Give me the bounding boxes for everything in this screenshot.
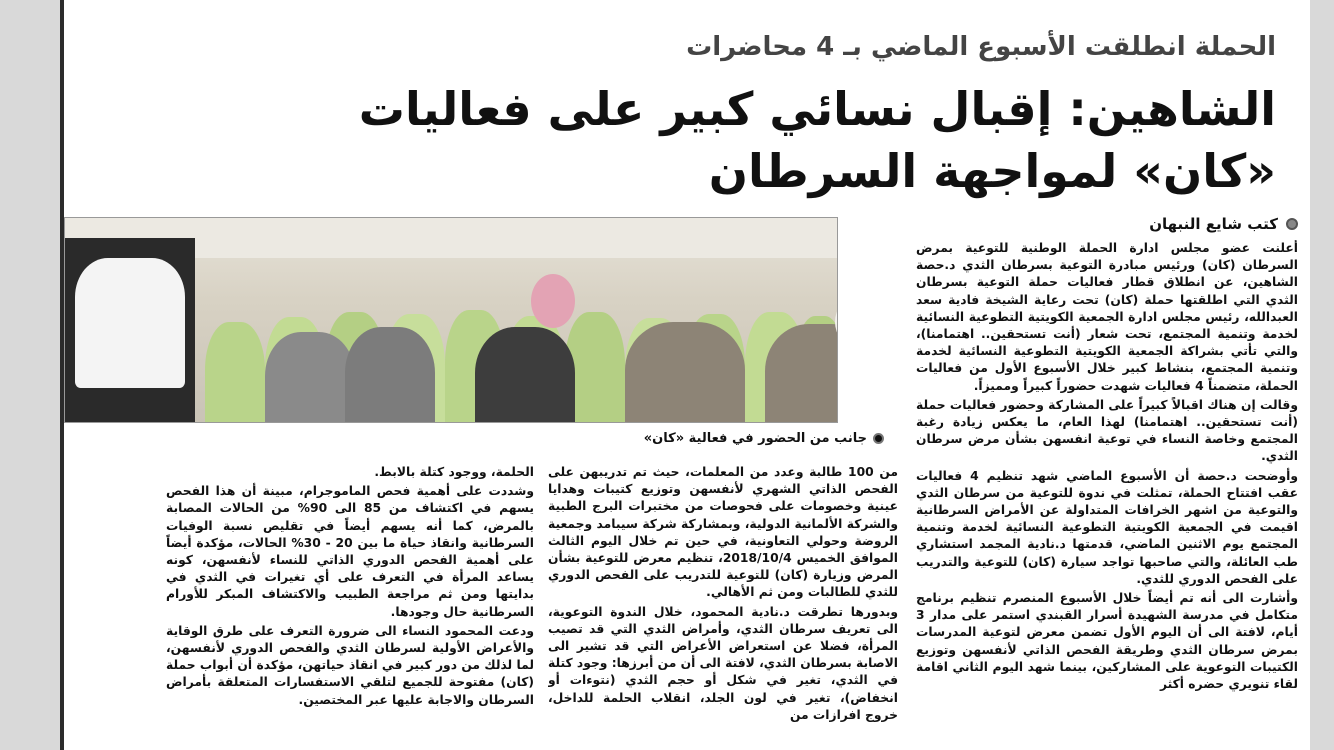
photo-front-attendee bbox=[475, 327, 575, 423]
headline-line-1: الشاهين: إقبال نسائي كبير على فعاليات bbox=[358, 82, 1276, 136]
caption-bullet-icon bbox=[873, 433, 884, 444]
headline-line-2: «كان» لمواجهة السرطان bbox=[708, 144, 1276, 198]
article-column-left bbox=[166, 464, 534, 724]
photo-presenter bbox=[75, 258, 185, 388]
kicker-subheadline: الحملة انطلقت الأسبوع الماضي بـ 4 محاضرات bbox=[686, 32, 1276, 62]
paragraph: الحلمة، ووجود كتلة بالابط. bbox=[374, 465, 534, 479]
paragraph: من 100 طالبة وعدد من المعلمات، حيث تم تدريبهن على الفحص الذاتي الشهري لأنفسهن وتوزيع كتيبات وهدايا عينية وخصومات على فحوصات من مختبرات البرج الطبية والشركة الألمانية الدولية، وبمشاركة شركة سيبامد وجمعية الروضة وحولي التعاونية، في حين تم خلال اليوم الثالث الموافق الخميس 2018/10/4، تنظيم معرض للتوعية بشأن المرض وزيارة (كان) للتوعية للتدريب على الفحص الدوري للثدي للطالبات ومن ثم الأهالي. bbox=[548, 465, 898, 600]
byline bbox=[978, 212, 1298, 236]
headline bbox=[176, 78, 1276, 202]
paragraph: وأشارت الى أنه تم أيضاً خلال الأسبوع المنصرم تنظيم برنامج متكامل في مدرسة الشهيدة أسرار القبندي استمر على مدار 3 أيام، لافتة الى أن اليوم الأول تضمن معرض لتوعية المدرسات بمرض سرطان الثدي وطريقة الفحص الذاتي لأنفسهن وتوزيع الكتيبات التوعوية على المشاركين، بينما شهد اليوم الثاني اقامة لقاء تنويري حضره أكثر bbox=[916, 591, 1298, 692]
paragraph: وأوضحت د.حصة أن الأسبوع الماضي شهد تنظيم 4 فعاليات عقب افتتاح الحملة، تمثلت في ندوة للتوعية من سرطان الثدي والتوعية من اشهر الخرافات المتداولة عن الأمراض السرطانية اقيمت في الجمعية الكويتية التطوعية النسائية لخدمة وتنمية المجتمع يوم الاثنين الماضي، قدمتها د.نادية المجمد استشاري طب العائلة، والتي صاحبها تواجد سيارة (كان) للتوعية والتدريب على الفحص الدوري للثدي. bbox=[916, 468, 1298, 586]
article-column-right bbox=[916, 240, 1298, 728]
photo-attendee bbox=[205, 322, 265, 423]
paragraph: وشددت على أهمية فحص الماموجرام، مبينة أن هذا الفحص يسهم في اكتشاف من 85 الى 90% من الحالات المصابة بالمرض، كما أنه يسهم أيضاً في تقليص نسبة الوفيات السرطانية وانقاذ حياة ما بين 20 - 30% الحالات، مؤكدة أيضاً على أهمية الفحص الدوري الذاتي للنساء لأنفسهن، كونه يساعد المرأة في التعرف على أي تغيرات في الثدي في بدايتها ومن ثم مراجعة الطبيب والاكتشاف المبكر للأورام السرطانية حال وجودها. bbox=[166, 484, 534, 619]
byline-text: كتب شايع النبهان bbox=[1149, 215, 1278, 233]
photo-pink-hijab bbox=[531, 274, 575, 328]
paragraph: أعلنت عضو مجلس ادارة الحملة الوطنية للتوعية بمرض السرطان (كان) ورئيس مبادرة التوعية بسرطان الثدي د.حصة الشاهين، عن انطلاق قطار فعاليات حملة التوعية بسرطان الثدي التي اطلقتها حملة (كان) تحت رعاية الشيخة فادية سعد العبدالله، رئيس مجلس ادارة الجمعية الكويتية التطوعية النسائية لخدمة وتنمية المجتمع، تحت شعار (أنت تستحقين.. اهتمامنا)، والتي تأتي بشراكة الجمعية الكويتية التطوعية النسائية لخدمة وتنمية المجتمع، بنشاط كبير خلال الأسبوع الأول من فعاليات الحملة، متضمناً 4 فعاليات شهدت حضوراً كبيراً ومميزاً. bbox=[916, 241, 1298, 393]
paragraph: وقالت إن هناك اقبالاً كبيراً على المشاركة وحضور فعاليات حملة (أنت تستحقين.. اهتمامنا) لهذا العام، ما يعكس زيادة رغبة المجتمع وخاصة النساء في توعية انفسهن بشأن مرض سرطان الثدي. bbox=[916, 397, 1298, 464]
paragraph: ودعت المحمود النساء الى ضرورة التعرف على طرق الوقاية والأعراض الأولية لسرطان الثدي والفحص الدوري لأنفسهن، لما لذلك من دور كبير في انقاذ حياتهن، مؤكدة أن أبواب حملة (كان) مفتوحة للجميع لتلقي الاستفسارات المتعلقة بأمراض السرطان والاجابة عليها عبر المختصين. bbox=[166, 623, 534, 707]
byline-bullet-icon bbox=[1286, 218, 1298, 230]
photo-front-attendee bbox=[625, 322, 745, 423]
photo-caption bbox=[524, 428, 884, 448]
photo-front-attendee bbox=[765, 324, 838, 423]
article-column-middle bbox=[548, 464, 898, 724]
paragraph: وبدورها تطرقت د.نادية المحمود، خلال الندوة التوعوية، الى تعريف سرطان الثدي، وأمراض الثدي التي قد تصيب المرأة، فضلا عن استعراض الأعراض التي قد تشير الى الاصابة بسرطان الثدي، لافتة الى أن من أبرزها: وجود كتلة في الثدي، تغير في شكل أو حجم الثدي (نتوءات أو انخفاض)، تغير في لون الجلد، انقلاب الحلمة للداخل، خروج افرازات من bbox=[548, 604, 898, 722]
photo-front-attendee bbox=[265, 332, 355, 423]
event-photo bbox=[64, 217, 838, 423]
photo-front-attendee bbox=[345, 327, 435, 423]
caption-text: جانب من الحضور في فعالية «كان» bbox=[643, 430, 867, 446]
